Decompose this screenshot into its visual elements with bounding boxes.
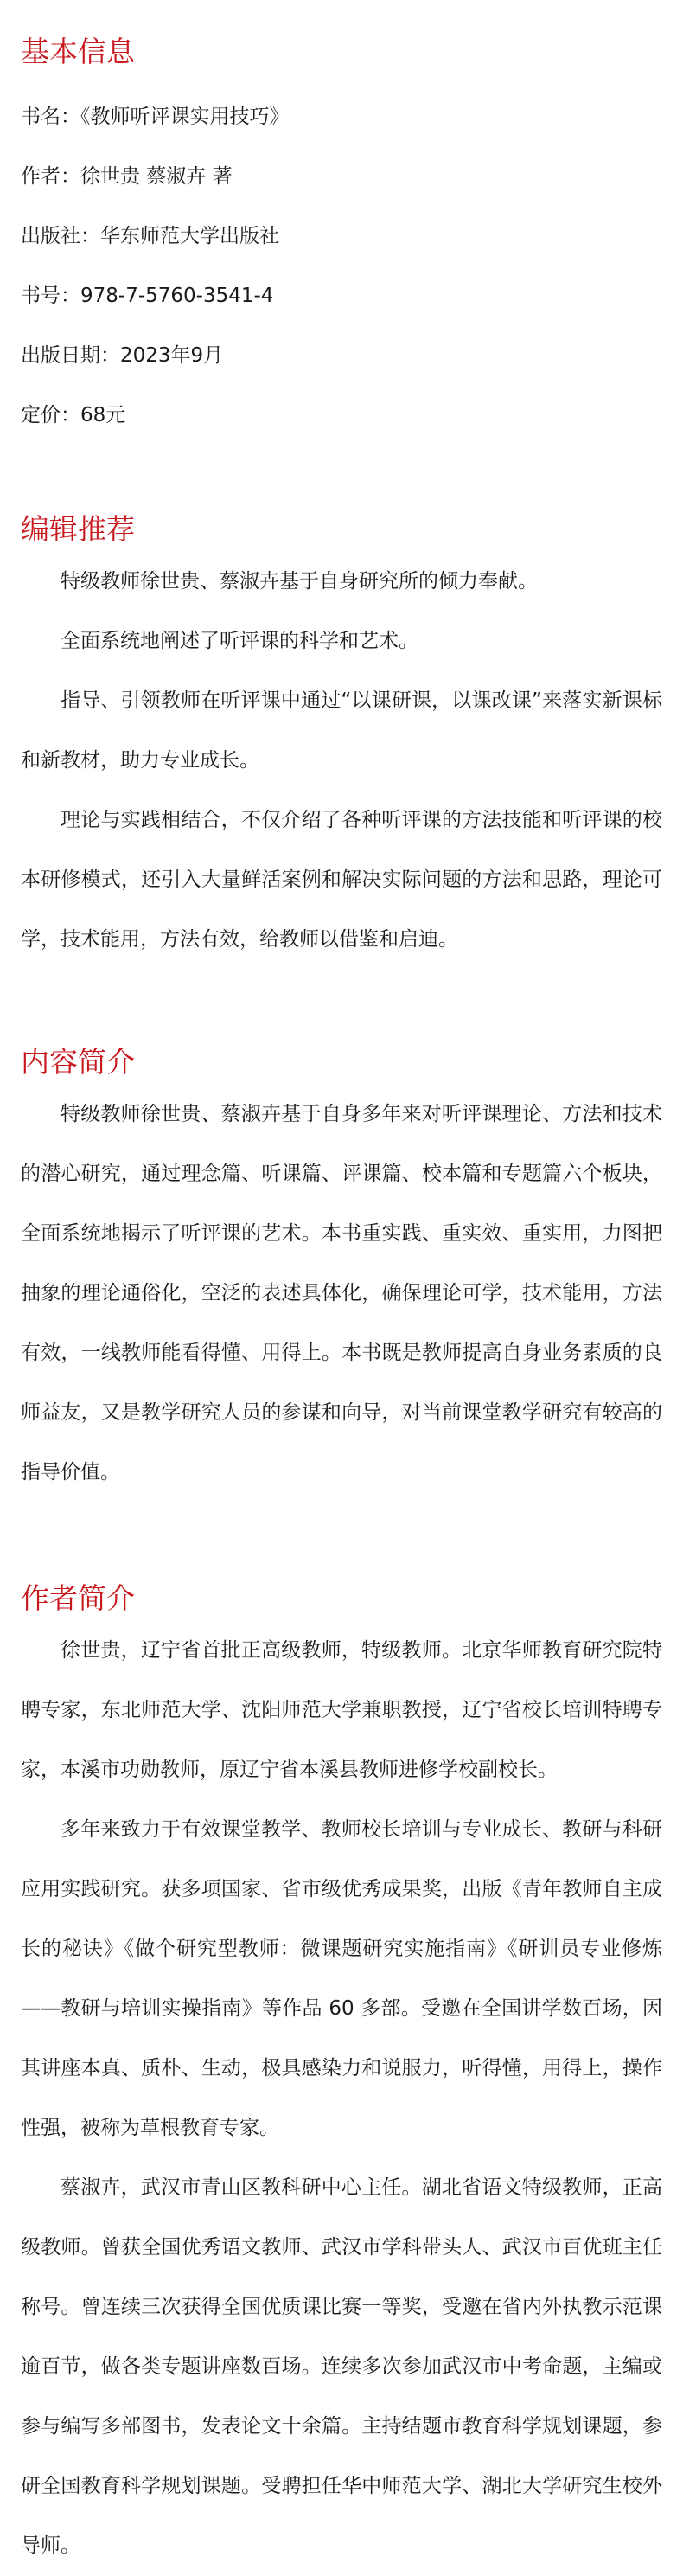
publish-date-line: 出版日期：2023年9月 [21,344,224,367]
price-line: 定价：68元 [21,404,126,426]
summary-paragraph: 特级教师徐世贵、蔡淑卉基于自身多年来对听评课理论、方法和技术的潜心研究，通过理念篇、听课篇、评课篇、校本篇和专题篇六个板块，全面系统地揭示了听评课的艺术。本书重实践、重实效、重实用，力图把抽象的理论通俗化，空泛的表述具体化，确保理论可学，技术能用，方法有效，一线教师能看得懂、用得上。本书既是教师提高自身业务素质的良师益友，又是教学研究人员的参谋和向导，对当前课堂教学研究有较高的指导价值。 [21,1103,662,1483]
publisher-line: 出版社：华东师范大学出版社 [21,225,279,247]
section-title-author-bio: 作者简介 [21,1581,135,1615]
author-paragraph: 蔡淑卉，武汉市青山区教科研中心主任。湖北省语文特级教师，正高级教师。曾获全国优秀语文教师、武汉市学科带头人、武汉市百优班主任称号。曾连续三次获得全国优质课比赛一等奖，受邀在省内外执教示范课逾百节，做各类专题讲座数百场。连续多次参加武汉市中考命题，主编或参与编写多部图书，发表论文十余篇。主持结题市教育科学规划课题，参研全国教育科学规划课题。受聘担任华中师范大学、湖北大学研究生校外导师。 [21,2176,662,2557]
editor-paragraph: 理论与实践相结合，不仅介绍了各种听评课的方法技能和听评课的校本研修模式，还引入大量鲜活案例和解决实际问题的方法和思路，理论可学，技术能用，方法有效，给教师以借鉴和启迪。 [21,809,662,951]
section-title-basic-info: 基本信息 [21,35,135,68]
book-title-line: 书名：《教师听评课实用技巧》 [21,106,290,128]
editor-paragraph: 指导、引领教师在听评课中通过“以课研课，以课改课”来落实新课标和新教材，助力专业成长。 [21,689,662,772]
author-paragraph: 徐世贵，辽宁省首批正高级教师，特级教师。北京华师教育研究院特聘专家，东北师范大学、沈阳师范大学兼职教授，辽宁省校长培训特聘专家，本溪市功勋教师，原辽宁省本溪县教师进修学校副校长。 [21,1639,662,1781]
editor-paragraph: 全面系统地阐述了听评课的科学和艺术。 [61,630,418,652]
basic-info-section [21,35,662,462]
editor-paragraph: 特级教师徐世贵、蔡淑卉基于自身研究所的倾力奉献。 [61,570,538,593]
section-title-content-summary: 内容简介 [21,1045,135,1079]
isbn-line: 书号：978-7-5760-3541-4 [21,285,274,307]
authors-line: 作者：徐世贵 蔡淑卉 著 [21,165,233,188]
author-bio-section [21,1581,662,2576]
author-paragraph: 多年来致力于有效课堂教学、教师校长培训与专业成长、教研与科研应用实践研究。获多项国家、省市级优秀成果奖，出版《青年教师自主成长的秘诀》《做个研究型教师：微课题研究实施指南》《研训员专业修炼——教研与培训实操指南》等作品 60 多部。受邀在全国讲学数百场，因其讲座本真、质朴、生动，极具感染力和说服力，听得懂，用得上，操作性强，被称为草根教育专家。 [21,1818,662,2139]
content-summary-section [21,1045,662,1503]
section-title-editor-recommendation: 编辑推荐 [21,512,135,546]
editor-recommendation-section [21,512,662,970]
